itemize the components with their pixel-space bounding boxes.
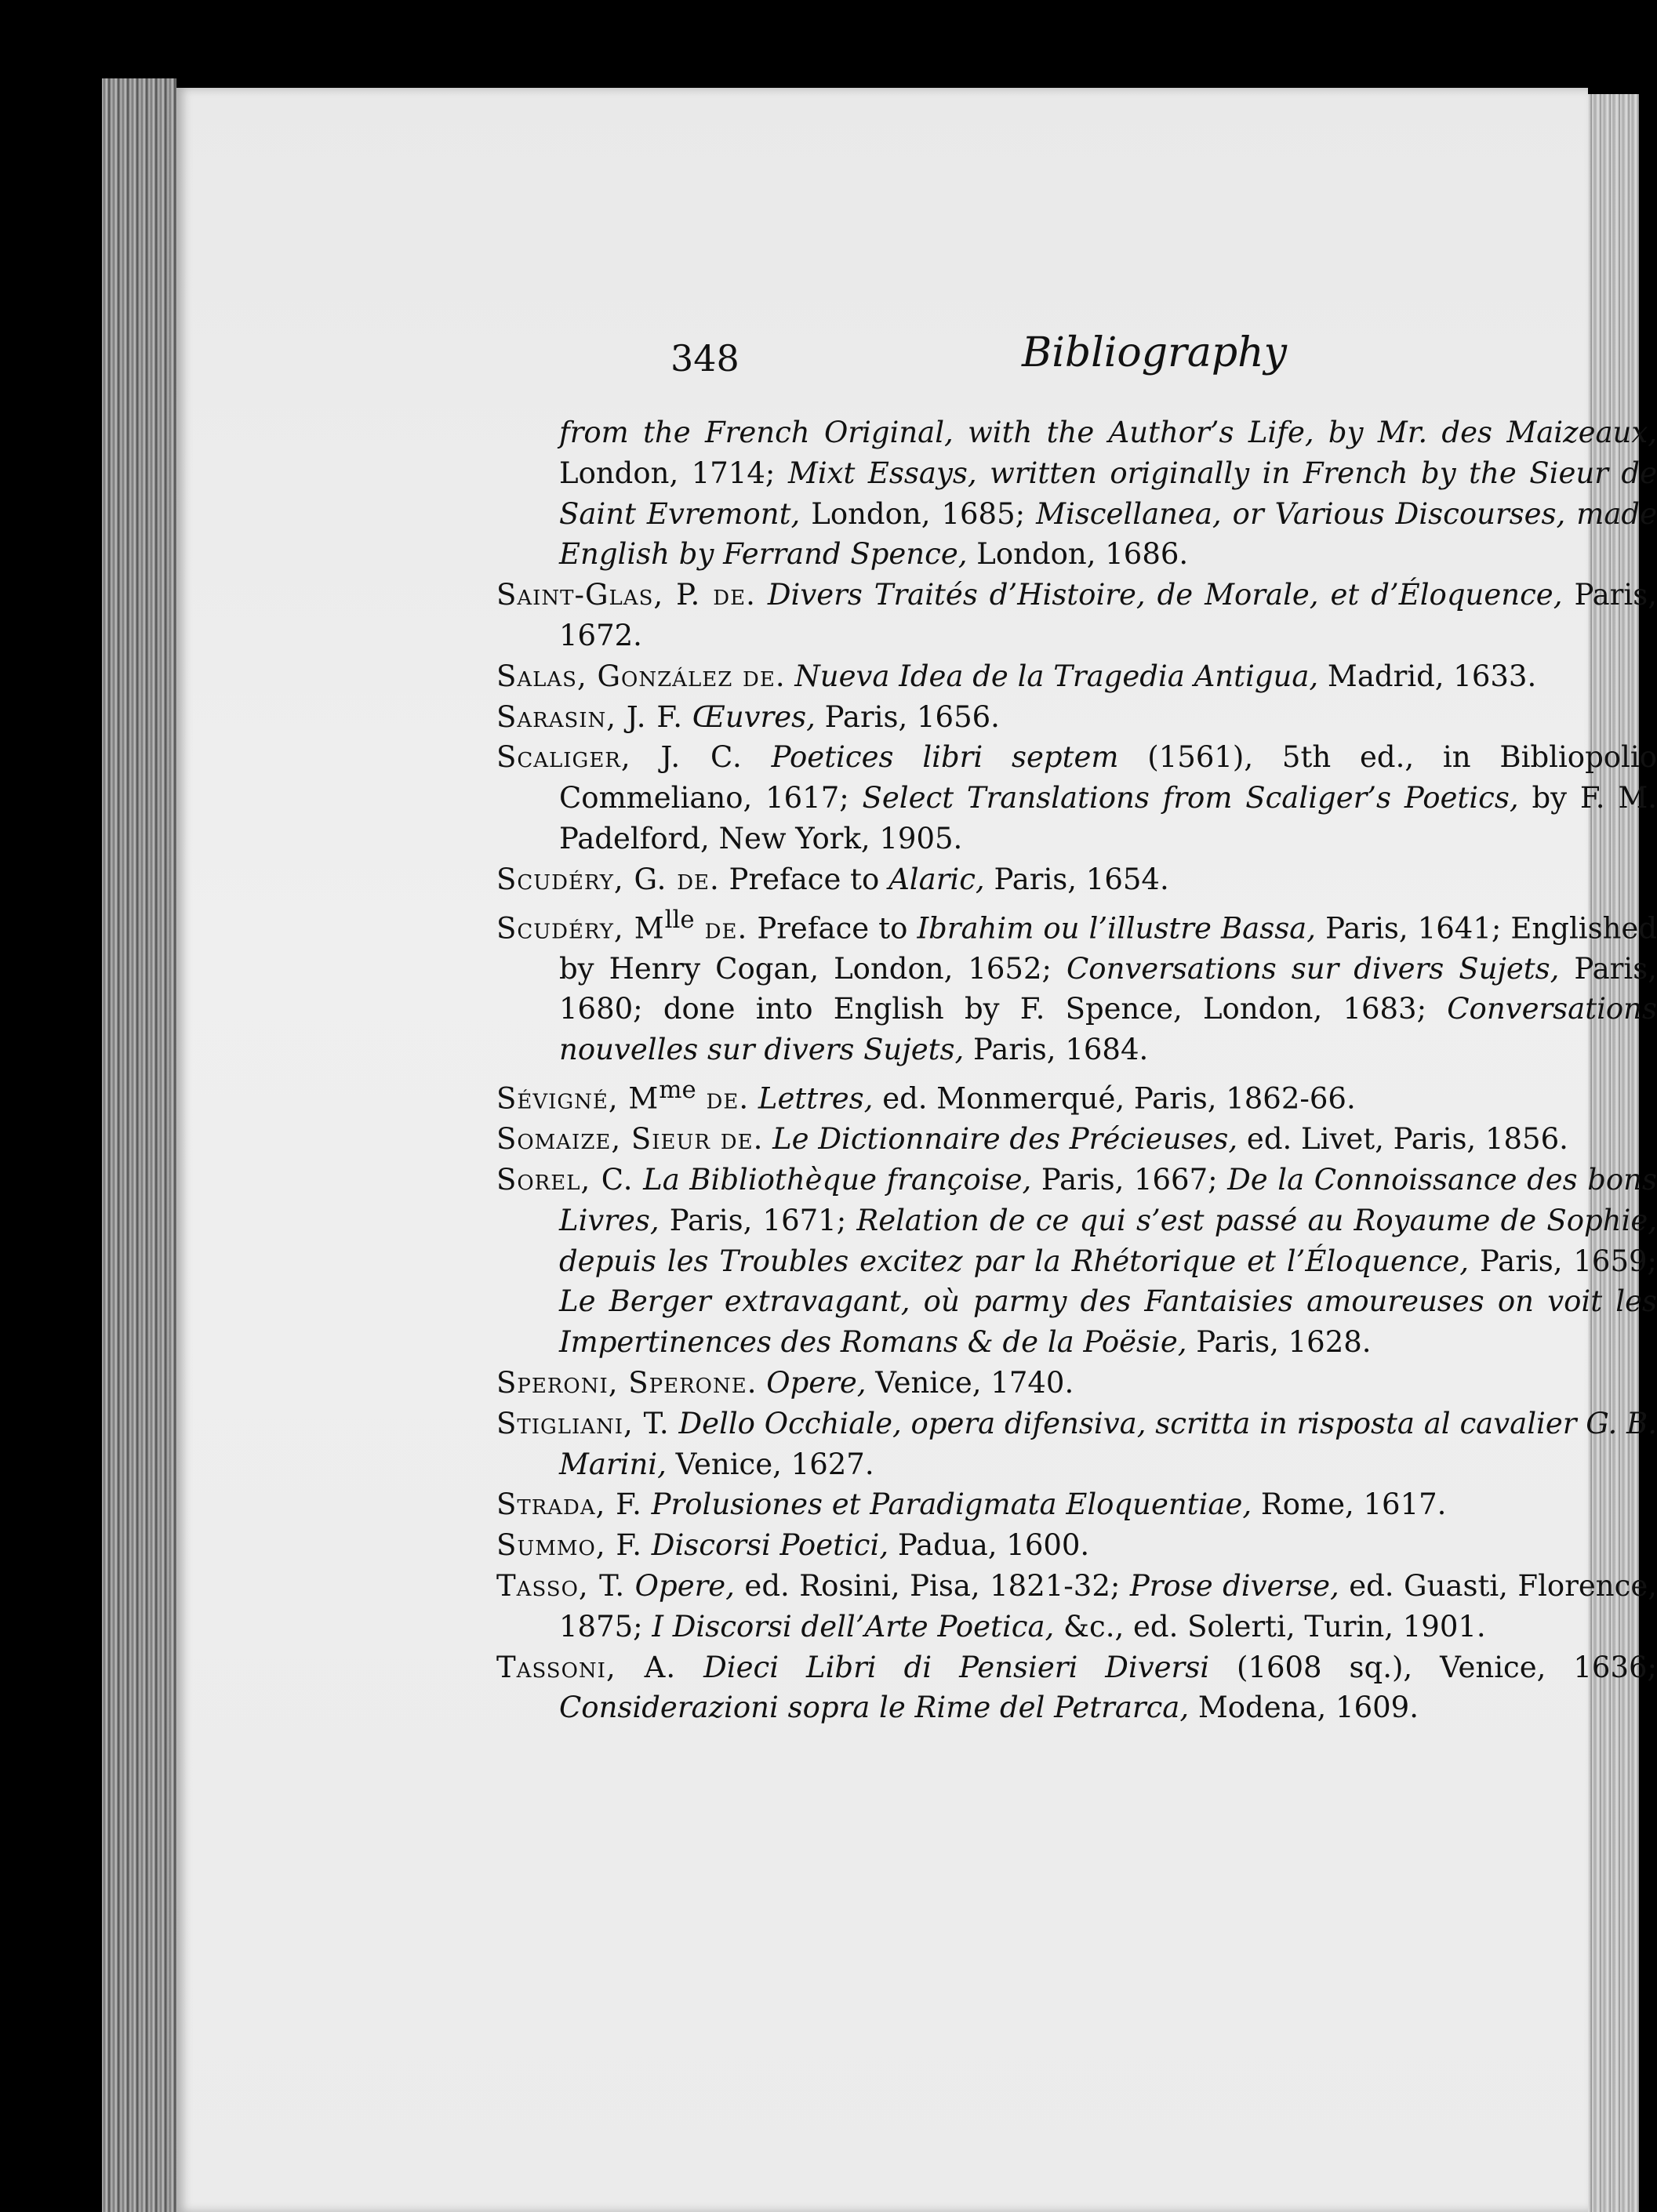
entry-text xyxy=(757,1366,766,1400)
bibliography-entry xyxy=(496,1566,1657,1647)
entry-text: Rome, 1617. xyxy=(1252,1487,1447,1522)
entry-text xyxy=(625,1569,634,1603)
entry-text: Preface to xyxy=(719,862,889,896)
italic-title: Lettres, xyxy=(758,1081,874,1116)
entry-text: ed. Rosini, Pisa, 1821-32; xyxy=(734,1568,1130,1603)
entry-text: ed. Livet, Paris, 1856. xyxy=(1237,1122,1568,1157)
entry-text xyxy=(642,1487,652,1521)
author-name: Sarasin, J. F. xyxy=(496,699,683,734)
italic-title: Prolusiones et Paradigmata Eloquentiae, xyxy=(651,1487,1252,1522)
entry-text: London, 1714; xyxy=(559,456,788,490)
bibliography-entry xyxy=(496,1119,1657,1160)
entry-text: Paris, 1671; xyxy=(659,1203,857,1237)
entry-text: Madrid, 1633. xyxy=(1318,659,1537,693)
entry-text xyxy=(756,578,768,612)
book-page xyxy=(176,88,1657,2212)
bibliography-entry xyxy=(496,859,1657,900)
author-name: Speroni, Sperone. xyxy=(496,1365,758,1400)
author-name: Tassoni, A. xyxy=(496,1650,677,1684)
bibliography-entry xyxy=(496,737,1657,859)
author-name: Salas, González de. xyxy=(496,659,786,693)
italic-title: Nueva Idea de la Tragedia Antigua, xyxy=(794,659,1319,693)
book-edge-left xyxy=(102,78,176,2212)
superscript-text: me xyxy=(659,1076,696,1105)
italic-title: Divers Traités d’Histoire, de Morale, et d’Éloquence, xyxy=(767,578,1563,612)
entry-text: &c., ed. Solerti, Turin, 1901. xyxy=(1054,1609,1486,1644)
running-head xyxy=(496,323,1657,394)
entry-text: Venice, 1740. xyxy=(866,1365,1074,1400)
entry-text: ed. Monmerqué, Paris, 1862-66. xyxy=(873,1081,1356,1116)
bibliography-entry xyxy=(496,1363,1657,1404)
bibliography-entry xyxy=(496,900,1657,1071)
bibliography-entry xyxy=(496,697,1657,738)
entry-text: Paris, 1672. xyxy=(559,578,1657,652)
bibliography-entry xyxy=(496,1647,1657,1729)
superscript-text: lle xyxy=(664,905,695,934)
running-title: Bibliography xyxy=(1022,329,1287,376)
entry-text: London, 1685; xyxy=(800,496,1037,531)
entry-text xyxy=(763,1122,772,1156)
author-name: Strada, F. xyxy=(496,1487,642,1522)
author-name: Scaliger, J. C. xyxy=(496,740,743,775)
italic-title: from the French Original, with the Author’s Life, by Mr. des Maizeaux, xyxy=(559,416,1657,449)
author-name: Sévigné, M xyxy=(496,1081,660,1116)
bibliography-entry-continuation xyxy=(496,412,1657,575)
italic-title: La Bibliothèque françoise, xyxy=(643,1163,1032,1197)
italic-title: Relation de ce qui s’est passé au Royaume de Sophie, depuis les Troubles excitez par la Rhétorique et l’Éloquence, xyxy=(559,1203,1657,1278)
author-name: Stigliani, T. xyxy=(496,1406,670,1440)
entry-text xyxy=(749,1081,758,1115)
bibliography-entry xyxy=(496,1484,1657,1525)
entry-text: Paris, 1680; done into English by F. Spence, London, 1683; xyxy=(559,951,1657,1026)
entry-text: Paris, 1656. xyxy=(815,699,1000,734)
entry-text: Paris, 1684. xyxy=(964,1033,1149,1067)
italic-title: Poetices libri septem xyxy=(771,740,1119,775)
entry-text: ed. Guasti, Florence, 1875; xyxy=(559,1568,1657,1644)
italic-title: Dieci Libri di Pensieri Diversi xyxy=(703,1650,1210,1684)
bibliography-entry xyxy=(496,1404,1657,1485)
entry-text: (1561), 5th ed., in Bibliopolio Commeliano, 1617; xyxy=(559,740,1657,815)
bibliography-entry xyxy=(496,656,1657,697)
italic-title: Le Berger extravagant, où parmy des Fantaisies amoureuses on voit les Impertinences des Romans & de la Poësie, xyxy=(559,1284,1657,1360)
italic-title: Prose diverse, xyxy=(1129,1568,1339,1603)
author-name: de. xyxy=(696,1081,750,1116)
italic-title: Considerazioni sopra le Rime del Petrarca, xyxy=(559,1691,1190,1725)
author-name: Somaize, Sieur de. xyxy=(496,1122,764,1157)
entry-text: Paris, 1641; Englished by Henry Cogan, London, 1652; xyxy=(559,910,1657,986)
italic-title: Opere, xyxy=(634,1568,735,1603)
italic-title: Œuvres, xyxy=(692,699,816,734)
italic-title: Conversations nouvelles sur divers Sujets, xyxy=(559,992,1657,1067)
bibliography-entry xyxy=(496,1525,1657,1566)
bibliography-entry xyxy=(496,575,1657,656)
italic-title: I Discorsi dell’Arte Poetica, xyxy=(652,1609,1055,1644)
author-name: Summo, F. xyxy=(496,1528,643,1563)
italic-title: Ibrahim ou l’illustre Bassa, xyxy=(917,910,1317,945)
entry-text: Modena, 1609. xyxy=(1189,1691,1419,1725)
author-name: Scudéry, M xyxy=(496,910,665,945)
entry-text: Paris, 1654. xyxy=(984,862,1169,896)
entry-text: (1608 sq.), Venice, 1636; xyxy=(1209,1650,1657,1684)
entry-text: Preface to xyxy=(747,910,918,945)
bibliography-list xyxy=(496,412,1657,1728)
bibliography-entry xyxy=(496,1070,1657,1119)
entry-text xyxy=(743,740,772,774)
entry-text xyxy=(676,1651,703,1684)
entry-text: Paris, 1667; xyxy=(1031,1163,1228,1197)
italic-title: Miscellanea, or Various Discourses, made English by Ferrand Spence, xyxy=(559,496,1657,572)
author-name: Scudéry, G. de. xyxy=(496,862,720,896)
entry-text xyxy=(683,700,692,734)
italic-title: De la Connoissance des bons Livres, xyxy=(559,1163,1657,1237)
italic-title: Dello Occhiale, opera difensiva, scritta in risposta al cavalier G. B. Marini, xyxy=(559,1406,1657,1481)
italic-title: Le Dictionnaire des Précieuses, xyxy=(772,1122,1238,1157)
italic-title: Conversations sur divers Sujets, xyxy=(1066,951,1560,986)
entry-text: Venice, 1627. xyxy=(666,1447,874,1481)
italic-title: Discorsi Poetici, xyxy=(651,1528,889,1563)
author-name: de. xyxy=(694,910,748,945)
entry-text: London, 1686. xyxy=(967,537,1189,572)
entry-text: Padua, 1600. xyxy=(888,1528,1090,1563)
bibliography-entry xyxy=(496,1160,1657,1363)
author-name: Tasso, T. xyxy=(496,1568,626,1603)
entry-text xyxy=(670,1407,679,1440)
italic-title: Opere, xyxy=(766,1365,867,1400)
entry-text xyxy=(634,1163,644,1197)
page-number: 348 xyxy=(670,337,739,380)
italic-title: Alaric, xyxy=(888,862,985,896)
author-name: Sorel, C. xyxy=(496,1163,634,1197)
italic-title: Select Translations from Scaliger’s Poetics, xyxy=(862,781,1519,815)
entry-text xyxy=(642,1528,652,1562)
entry-text xyxy=(786,659,795,693)
text-block xyxy=(496,323,1657,1728)
entry-text: Paris, 1659; xyxy=(1469,1244,1657,1278)
entry-text: Paris, 1628. xyxy=(1186,1325,1372,1360)
italic-title: Mixt Essays, written originally in French by the Sieur de Saint Evremont, xyxy=(559,456,1657,531)
entry-text: by F. M. Padelford, New York, 1905. xyxy=(559,781,1657,855)
author-name: Saint-Glas, P. de. xyxy=(496,578,756,612)
